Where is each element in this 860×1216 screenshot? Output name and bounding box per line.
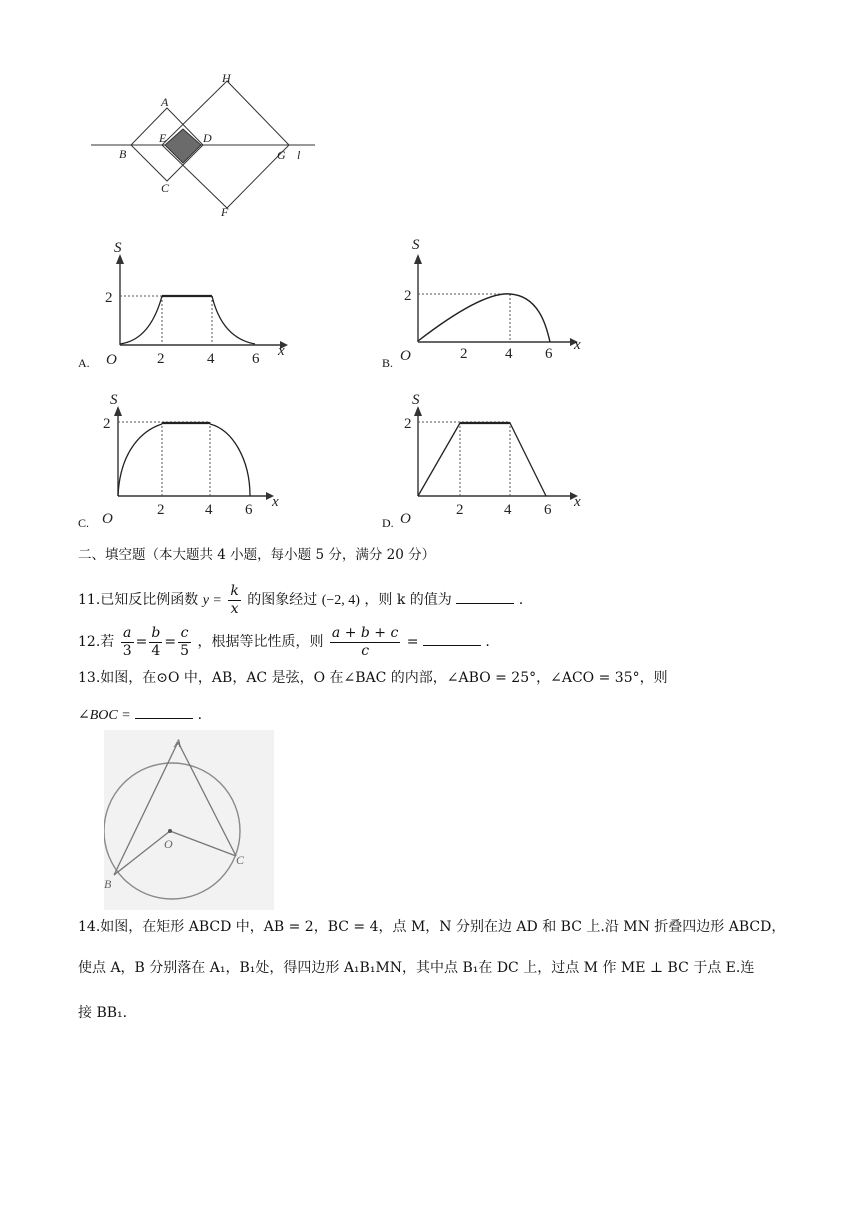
question-14-line-3: 接 BB₁. (78, 1005, 128, 1021)
graph-b-x-tick-2: 2 (460, 346, 468, 362)
square-overlap-figure (85, 68, 325, 218)
graph-a-origin: O (106, 352, 117, 368)
q12-frac-sum (330, 625, 400, 660)
option-a-label: A. (78, 356, 90, 370)
graph-d-x-tick-6: 6 (544, 502, 552, 518)
circle-label-C: C (236, 853, 245, 867)
q12-frac-b4-den: 4 (151, 642, 161, 659)
graph-c-x-tick-6: 6 (245, 502, 253, 518)
q12-frac-c5-num: c (178, 625, 191, 643)
label-H: H (222, 71, 231, 85)
graph-b-x-label: x (574, 337, 581, 353)
graph-b-x-tick-6: 6 (545, 346, 553, 362)
label-E: E (159, 131, 167, 145)
graph-a-x-label: x (278, 343, 285, 359)
label-D: D (203, 131, 212, 145)
graph-b-origin: O (400, 348, 411, 364)
circle-label-O: O (164, 837, 173, 851)
q12-frac-c5 (178, 625, 191, 660)
graph-option-a (100, 238, 300, 368)
label-C: C (161, 181, 170, 195)
graph-c-y-label: S (110, 392, 118, 408)
q12-mid: ，根据等比性质，则 (197, 634, 324, 650)
q12-end: . (485, 634, 490, 650)
q11-end: . (518, 592, 524, 608)
label-G: G (277, 148, 286, 162)
question-11 (78, 580, 523, 620)
q11-answer-blank (456, 589, 514, 604)
option-c-label: C. (78, 516, 90, 530)
q12-frac-b4-num: b (151, 624, 161, 641)
q12-prefix: 12.若 (78, 634, 115, 650)
graph-c-y-tick: 2 (103, 416, 111, 432)
q12-frac-sum-num: a + b + c (331, 624, 399, 641)
label-F: F (221, 205, 229, 218)
graph-option-d (398, 390, 598, 525)
graph-d-y-tick: 2 (404, 416, 412, 432)
graph-a-y-label: S (114, 240, 122, 256)
graph-c-x-tick-2: 2 (157, 502, 165, 518)
circle-label-A: A (174, 736, 182, 750)
graph-option-b (398, 234, 598, 364)
graph-a-y-tick: 2 (105, 290, 113, 306)
circle-figure (104, 730, 274, 910)
graph-d-x-tick-2: 2 (456, 502, 464, 518)
graph-a-x-tick-2: 2 (157, 351, 165, 367)
graph-b-y-label: S (412, 237, 420, 253)
q11-prefix: 11.已知反比例函数 (78, 592, 199, 608)
graph-d-x-tick-4: 4 (504, 502, 512, 518)
q12-frac-sum-den: c (361, 642, 370, 659)
q12-frac-b4 (149, 625, 162, 660)
graph-option-c (98, 390, 298, 525)
graph-a-x-tick-4: 4 (207, 351, 215, 367)
q12-eq: = (406, 634, 419, 650)
q12-frac-a3-num: a (121, 625, 134, 643)
section-heading: 二、填空题（本大题共 4 小题，每小题 5 分，满分 20 分） (78, 547, 436, 563)
q11-func-y: y = (202, 593, 222, 608)
graph-b-y-tick: 2 (404, 288, 412, 304)
question-12: 12.若 $\frac{a}{3}$ = $\frac{b}{4}$ = $\frac{c}{5}$ ，根据等比性质，则 $\frac{a + b + c}{c}$ = . (78, 624, 490, 659)
q11-point: (−2, 4) (321, 593, 360, 608)
label-l: l (297, 148, 301, 162)
question-14-line-1: 14.如图，在矩形 ABCD 中，AB = 2，BC = 4，点 M，N 分别在边 AD 和 BC 上.沿 MN 折叠四边形 ABCD， (78, 919, 786, 935)
q11-suffix: ，则 k 的值为 (364, 592, 452, 608)
graph-c-x-tick-4: 4 (205, 502, 213, 518)
graph-b-x-tick-4: 4 (505, 346, 513, 362)
question-14-line-2: 使点 A，B 分别落在 A₁，B₁处，得四边形 A₁B₁MN，其中点 B₁在 DC 上，过点 M 作 ME ⊥ BC 于点 E.连 (78, 960, 755, 976)
q12-answer-blank (423, 631, 481, 646)
q12-frac-a3 (121, 625, 134, 660)
q11-frac-den: x (230, 600, 239, 617)
label-A: A (161, 95, 169, 109)
q11-mid: 的图象经过 (247, 592, 318, 608)
q11-fraction (228, 583, 240, 618)
q12-frac-a3-den: 3 (122, 642, 132, 659)
question-13-line-2 (78, 704, 202, 726)
graph-c-origin: O (102, 511, 113, 525)
q12-frac-c5-den: 5 (180, 642, 189, 659)
circle-label-B: B (104, 877, 112, 891)
graph-d-origin: O (400, 511, 411, 525)
q13-end: . (197, 707, 203, 723)
graph-c-x-label: x (272, 494, 279, 510)
graph-d-x-label: x (574, 494, 581, 510)
option-b-label: B. (382, 356, 394, 370)
q11-frac-num: k (230, 582, 239, 599)
q13-answer-blank (135, 704, 193, 719)
q13-angle-boc: ∠BOC = (78, 708, 131, 723)
graph-d-y-label: S (412, 392, 420, 408)
question-13-line-1: 13.如图，在⊙O 中，AB，AC 是弦，O 在∠BAC 的内部，∠ABO = 25°，∠ACO = 35°，则 (78, 670, 668, 686)
label-B: B (119, 147, 127, 161)
graph-a-x-tick-6: 6 (252, 351, 260, 367)
option-d-label: D. (382, 516, 394, 530)
